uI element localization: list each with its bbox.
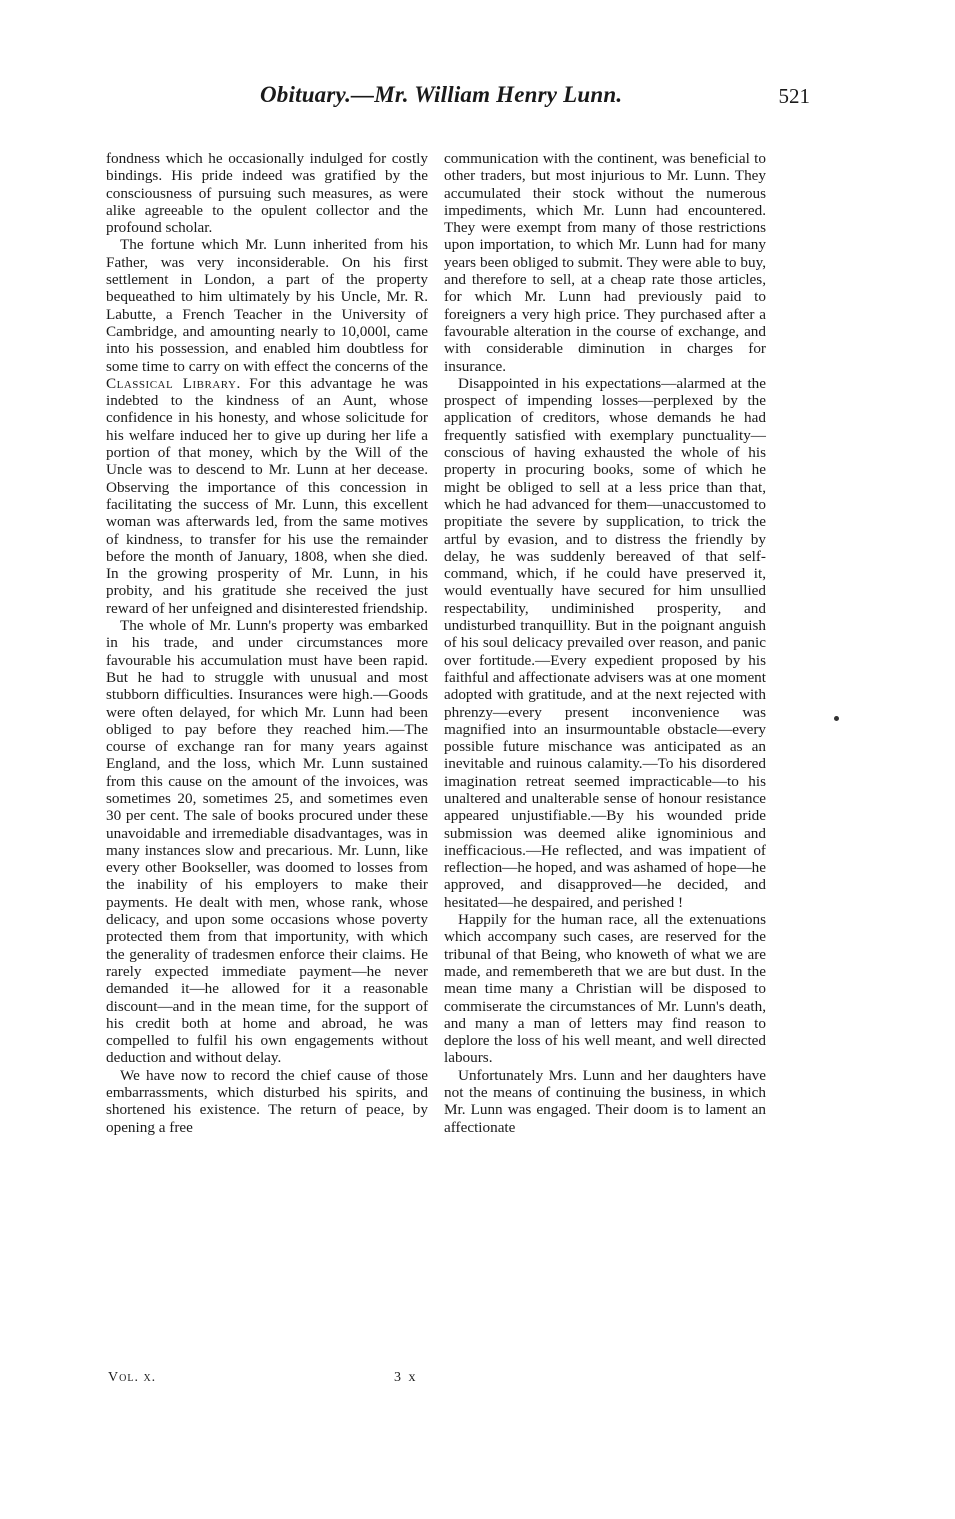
paragraph: We have now to record the chief cause of those embarrassments, which disturbed his spirits, and shortened his existence. The return of peace, by opening a free	[106, 1066, 428, 1136]
small-caps-text: Classical Library	[106, 374, 237, 392]
volume-label: Vol. x.	[108, 1370, 157, 1385]
paragraph: The whole of Mr. Lunn's property was embarked in his trade, and under circumstances more favourable his accumulation must have been rapid. But he had to struggle with unusual and most stubborn difficulties. Insurances were high.—Goods were often delayed, for which Mr. Lunn had been obliged to pay before they reached him.—The course of exchange ran for many years against England, and the loss, which Mr. Lunn sustained from this cause on the amount of the invoices, was sometimes 20, sometimes 25, and sometimes even 30 per cent. The sale of books procured under these unavoidable and irremediable disadvantages, was in many instances slow and precarious. Mr. Lunn, like every other Bookseller, was doomed to losses from the inability of his employers to make their payments. He dealt with men, whose rank, whose delicacy, and upon some occasions whose poverty protected them from that importunity, with which the generality of tradesmen enforce their claims. He rarely expected immediate payment—he never demanded it—he allowed for it a reasonable discount—and in the mean time, for the support of his credit both at home and abroad, he was compelled to fulfil his own engagements without deduction and without delay.	[106, 617, 428, 1067]
paragraph: fondness which he occasionally indulged for costly bindings. His pride indeed was gratified by the consciousness of pursuing such measures, as were alike agreeable to the opulent collector and the profound scholar.	[106, 150, 428, 237]
paragraph-text: The fortune which Mr. Lunn inherited from his Father, was very inconsiderable. On his first settlement in London, a part of the property bequeathed to him ultimately by his Uncle, Mr. R. Labutte, a French Teacher in the University of Cambridge, and amounting nearly to 10,000l, came into his possession, and enabled him doubtless for some time to carry on with effect the concerns of the	[106, 236, 428, 375]
ink-speck	[834, 716, 839, 721]
paragraph-text: . For this advantage he was indebted to the kindness of an Aunt, whose confidence in his honesty, and whose solicitude for his welfare induced her to give up during her life a portion of that money, which by the Will of the Uncle was to descend to Mr. Lunn at her decease. Observing the importance of this concession in facilitating the success of Mr. Lunn, this excellent woman was afterwards led, from the same motives of kindness, to transfer for his use the remainder before the month of January, 1808, when she died. In the growing prosperity of Mr. Lunn, in his probity, and his gratitude she received the just reward of her unfeigned and disinterested friendship.	[106, 374, 428, 617]
paragraph: Happily for the human race, all the extenuations which accompany such cases, are reserved for the tribunal of that Being, who knoweth of what we are made, and remembereth that we are but dust. In the mean time many a Christian will be disposed to commiserate the circumstances of Mr. Lunn's death, and many a man of letters may find reason to deplore the loss of his well meant, and well directed labours.	[444, 911, 766, 1067]
paragraph	[106, 236, 428, 617]
left-column	[106, 150, 428, 1136]
paragraph: Unfortunately Mrs. Lunn and her daughters have not the means of continuing the business, in which Mr. Lunn was engaged. Their doom is to lament an affectionate	[444, 1066, 766, 1136]
right-column	[444, 150, 766, 1136]
page-number: 521	[778, 84, 810, 108]
running-title: Obituary.—Mr. William Henry Lunn.	[260, 82, 623, 107]
paragraph: communication with the continent, was beneficial to other traders, but most injurious to Mr. Lunn. They accumulated their stock without the numerous impediments, which Mr. Lunn had encountered. They were exempt from many of those restrictions upon importation, to which Mr. Lunn had for many years been obliged to submit. They were able to buy, and therefore to sell, at a cheap rate those articles, for which Mr. Lunn had previously paid to foreigners a very high price. They purchased after a favourable alteration in the course of exchange, and with considerable diminution in charges for insurance.	[444, 150, 766, 375]
page-header	[110, 82, 810, 118]
page-footer	[108, 1370, 430, 1390]
paragraph: Disappointed in his expectations—alarmed at the prospect of impending losses—perplexed by the application of creditors, whose demands he had frequently satisfied with exemplary punctuality—conscious of having exhausted the whole of his property in procuring books, some of which he might be obliged to sell at a less price than that, which he had advanced for them—unaccustomed to propitiate the severe by supplication, to trick the artful by evasion, and to distress the friendly by delay, he was suddenly bereaved of that self-command, which, if he could have preserved it, would eventually have secured for him unsullied respectability, undiminished prosperity, and undisturbed tranquillity. But in the poignant anguish of his soul delicacy prevailed over reason, and panic over fortitude.—Every expedient proposed by his faithful and affectionate advisers was at one moment adopted with gratitude, and at the next rejected with phrenzy—every present inconvenience was magnified into an insurmountable obstacle—every possible future mischance was anticipated as an inevitable and ruinous calamity.—To his disordered imagination retreat seemed impracticable—to his unaltered and unalterable sense of honour resistance appeared unjustifiable.—By his wounded pride submission was deemed alike ignominious and inefficacious.—He reflected, and was impatient of reflection—he hoped, and was ashamed of hope—he approved, and disapproved—he decided, and hesitated—he despaired, and perished !	[444, 374, 766, 911]
signature-mark: 3 x	[394, 1370, 418, 1385]
